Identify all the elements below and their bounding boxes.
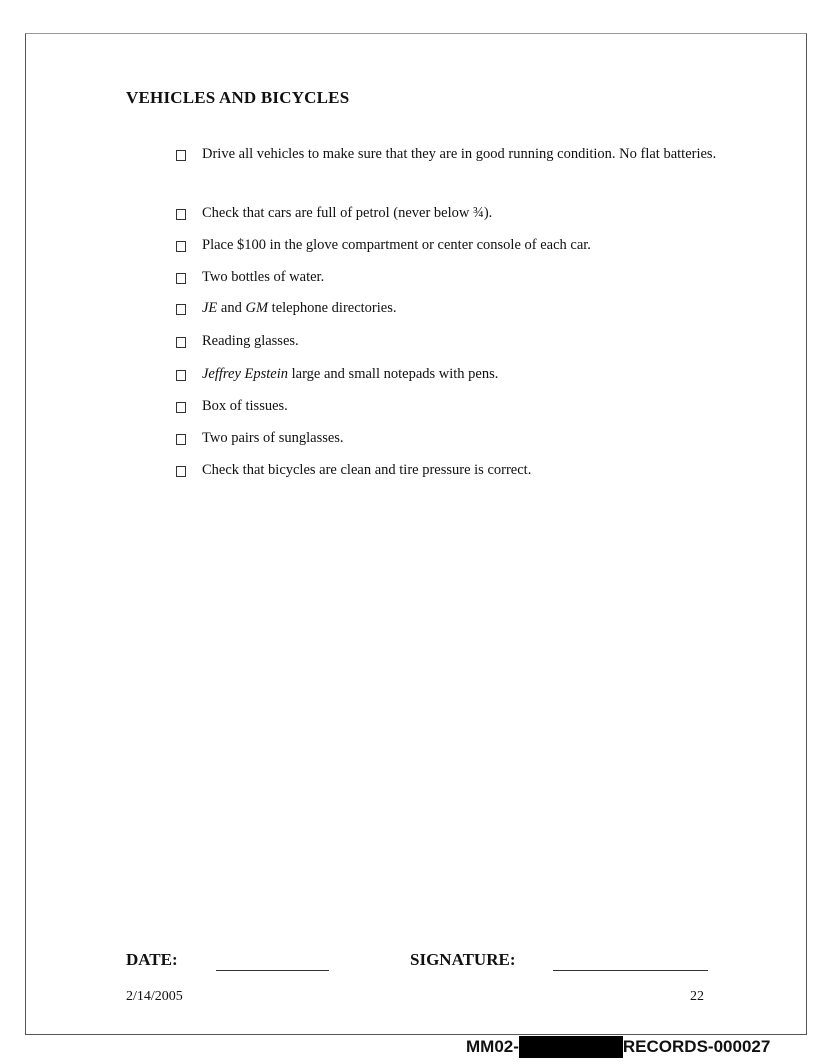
text-segment: Two bottles of water.	[202, 269, 325, 285]
bates-number	[466, 1036, 770, 1058]
checklist-item	[176, 300, 736, 317]
text-segment: telephone directories.	[268, 300, 397, 316]
checkbox-icon	[176, 370, 186, 381]
item-text	[202, 300, 736, 317]
checkbox-icon	[176, 304, 186, 315]
italic-text: GM	[245, 300, 269, 316]
checkbox-icon	[176, 241, 186, 252]
checklist-item	[176, 333, 736, 350]
checklist-item	[176, 462, 736, 479]
text-segment: Place $100 in the glove compartment or center console of each car.	[202, 237, 591, 253]
text-segment: large and small notepads with pens.	[288, 366, 499, 382]
page-number: 22	[690, 989, 704, 1004]
checkbox-icon	[176, 402, 186, 413]
date-label: DATE:	[126, 950, 178, 969]
checklist-item	[176, 269, 736, 286]
text-segment: and	[217, 300, 246, 316]
section-heading: VEHICLES AND BICYCLES	[126, 88, 350, 107]
checklist-item	[176, 237, 736, 254]
page-border	[25, 33, 807, 1035]
text-segment: Two pairs of sunglasses.	[202, 430, 344, 446]
document-date: 2/14/2005	[126, 989, 183, 1004]
date-line	[216, 970, 329, 971]
checkbox-icon	[176, 150, 186, 161]
text-segment: Reading glasses.	[202, 333, 299, 349]
checklist-item	[176, 366, 736, 383]
checkbox-icon	[176, 466, 186, 477]
checkbox-icon	[176, 273, 186, 284]
italic-text: Jeffrey Epstein	[202, 366, 289, 382]
bates-prefix: MM02-	[466, 1037, 519, 1056]
item-text	[202, 398, 736, 415]
item-text	[202, 146, 736, 163]
italic-text: JE	[202, 300, 218, 316]
text-segment: Drive all vehicles to make sure that they are in good running condition. No flat batteries.	[202, 146, 717, 162]
item-text	[202, 366, 736, 383]
item-text	[202, 237, 736, 254]
text-segment: Check that cars are full of petrol (never below ¾).	[202, 205, 493, 221]
checklist-item	[176, 398, 736, 415]
signature-label: SIGNATURE:	[410, 950, 516, 969]
checkbox-icon	[176, 209, 186, 220]
checkbox-icon	[176, 337, 186, 348]
signature-line	[553, 970, 708, 971]
item-text	[202, 462, 736, 479]
item-text	[202, 430, 736, 447]
bates-suffix: RECORDS-000027	[622, 1037, 771, 1056]
checklist-item	[176, 430, 736, 447]
text-segment: Box of tissues.	[202, 398, 288, 414]
checkbox-icon	[176, 434, 186, 445]
checklist-item	[176, 146, 736, 163]
item-text	[202, 269, 736, 286]
item-text	[202, 333, 736, 350]
item-text	[202, 205, 736, 222]
redaction-box	[519, 1036, 623, 1058]
checklist-item	[176, 205, 736, 222]
text-segment: Check that bicycles are clean and tire pressure is correct.	[202, 462, 532, 478]
